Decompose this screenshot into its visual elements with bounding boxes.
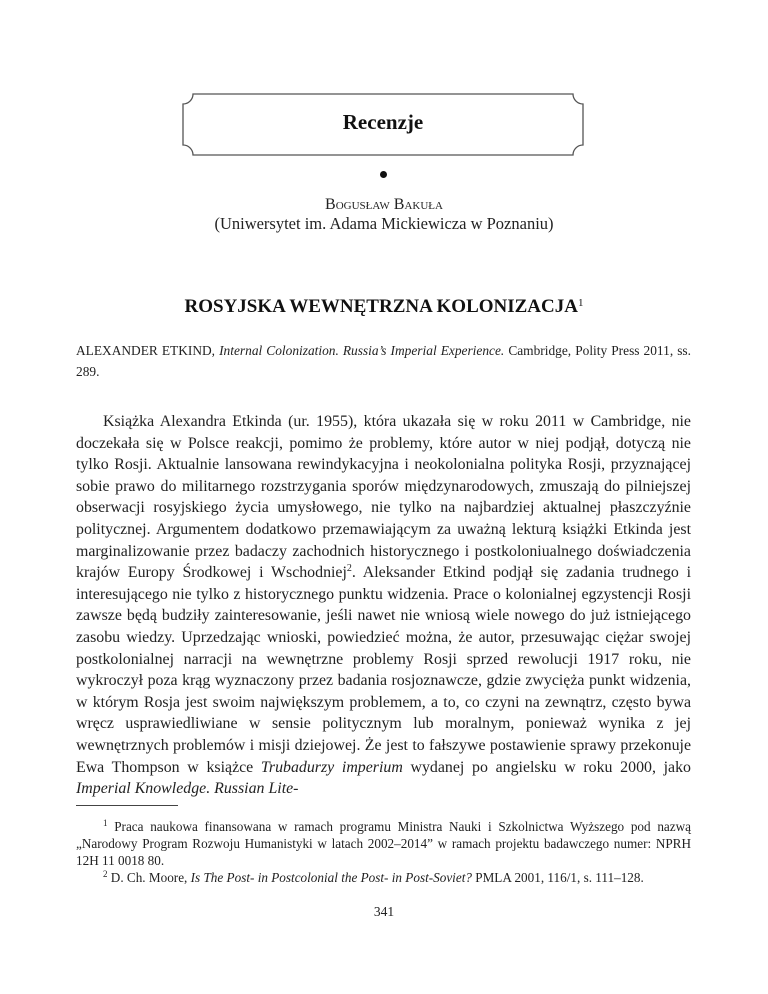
footnote-ref-2[interactable]: 2 xyxy=(346,563,352,575)
footnote-ref-1[interactable]: 1 xyxy=(577,297,584,309)
body-paragraph xyxy=(76,411,691,800)
author-affiliation: (Uniwersytet im. Adama Mickiewicza w Poznaniu) xyxy=(214,214,554,233)
footnote-cited-title: Is The Post- in Postcolonial the Post- in Post-Soviet? xyxy=(190,870,472,885)
body-text-part-3: wydanej po angielsku w roku 2000, jako xyxy=(402,758,691,776)
body-text-part-1: Książka Alexandra Etkinda (ur. 1955), która ukazała się w roku 2011 w Cambridge, nie doczekała się w Polsce reakcji, pomimo że problemy, które autor w niej podjął, dotyczą nie tylko Rosji. Aktualnie lansowana rewindykacyjna i neokolonialna polityka Rosji, przyznającej sobie prawo do militarnego rozstrzygania sporów międzynarodowych, zmuszają do pilniejszej obserwacji rosyjskiego życia umysłowego, nie tylko na najbardziej aktualnej płaszczyźnie politycznej. Argumentem dodatkowo przemawiającym za uważną lekturą książki Etkinda jest marginalizowanie przez badaczy zachodnich historycznego i postkoloniualnego doświadczenia krajów Europy Środkowej i Wschodniej xyxy=(76,413,691,582)
footnotes xyxy=(76,818,691,886)
footnote-number: 2 xyxy=(103,869,108,879)
section-title: Recenzje xyxy=(342,110,424,134)
bullet-separator-icon xyxy=(380,171,387,178)
footnote-text: PMLA 2001, 116/1, s. 111–128. xyxy=(471,870,644,885)
publication-info: Cambridge, Polity Press 2011, ss. 289. xyxy=(76,343,691,379)
reviewed-author: ALEXANDER ETKIND, xyxy=(76,343,216,358)
section-header-box xyxy=(182,93,584,156)
reviewed-book-title: Internal Colonization. Russia’s Imperial Experience. xyxy=(219,343,505,358)
article-title xyxy=(0,296,768,318)
book-title-trubadurzy: Trubadurzy imperium xyxy=(260,758,403,776)
bibliographic-entry xyxy=(76,340,691,382)
footnote-number: 1 xyxy=(103,818,108,828)
author-name: Bogusław Bakuła xyxy=(325,196,443,213)
body-text-part-2: . Aleksander Etkind podjął się zadania trudnego i interesującego nie tylko z historycznego punktu widzenia. Prace o kolonialnej egzystencji Rosji zawsze będą budziły zainteresowanie, jeśli nawet nie wniosą wiele nowego do już istniejącego zasobu wiedzy. Uprzedzając wnioski, powiedzieć można, że autor, przesuwając ciężar swojej postkolonialnej narracji na wewnętrzne problemy Rosji sprzed rewolucji 1917 roku, nie wykroczył poza krąg wyznaczony przez badania rosjoznawcze, gdzie zwycięża punkt widzenia, w którym Rosja jest swoim największym problemem, a to, co czyni na zewnątrz, często bywa wręcz usprawiedliwiane w sensie politycznym lub moralnym, ponieważ wynika z jej wewnętrznych problemów i misji dziejowej. Że jest to fałszywe postawienie sprawy przekonuje Ewa Thompson w książce xyxy=(76,564,691,776)
article-title-text: ROSYJSKA WEWNĘTRZNA KOLONIZACJA xyxy=(184,296,578,317)
page-number: 341 xyxy=(373,904,395,919)
footnote-separator xyxy=(76,805,178,806)
footnote-2 xyxy=(76,869,691,886)
footnote-text: Praca naukowa finansowana w ramach programu Ministra Nauki i Szkolnictwa Wyższego pod nazwą „Narodowy Program Rozwoju Humanistyki w latach 2002–2014” w ramach projektu badawczego numer: NPRH 12H 11 0018 80. xyxy=(76,819,692,868)
book-title-imperial-knowledge: Imperial Knowledge. Russian Lite- xyxy=(76,780,299,798)
footnote-1 xyxy=(76,818,691,869)
footnote-text: D. Ch. Moore, xyxy=(110,870,191,885)
